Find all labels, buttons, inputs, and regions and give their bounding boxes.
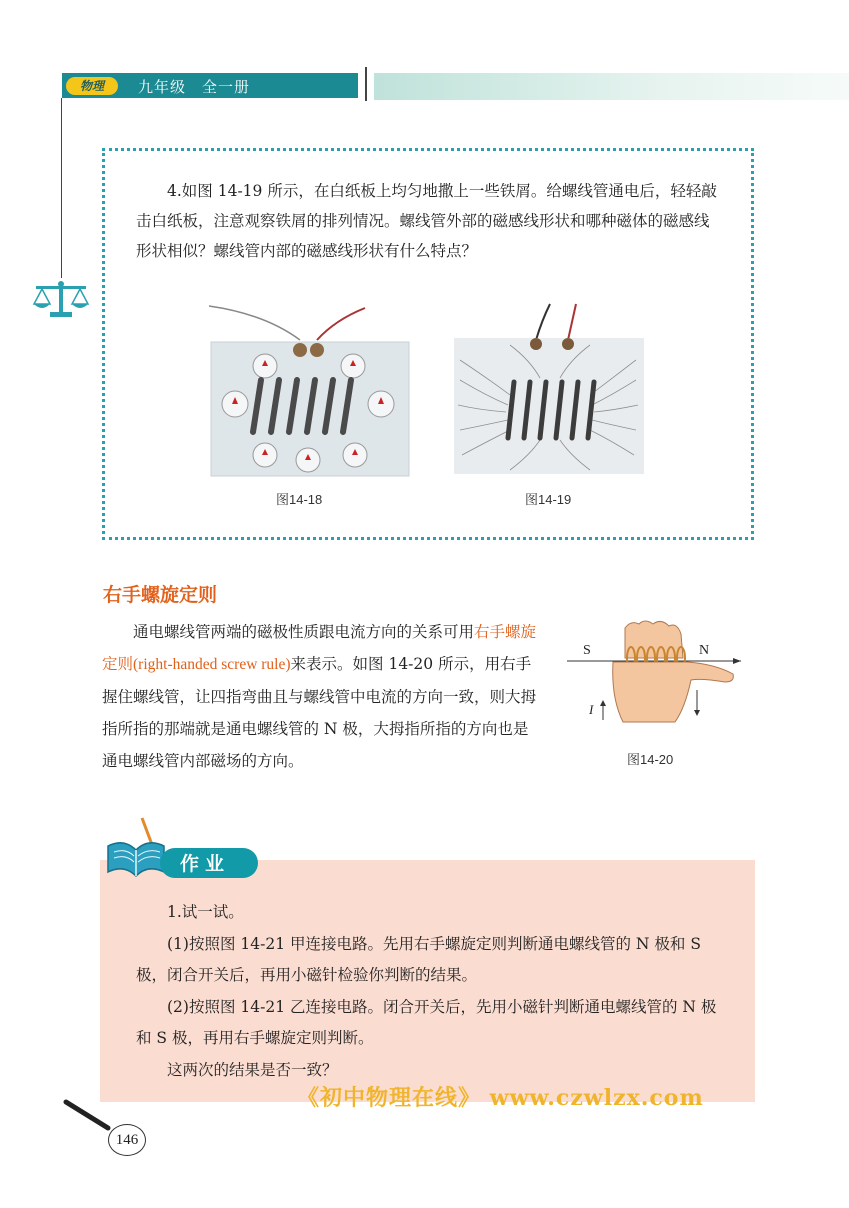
- figure-14-18-caption: 图14-18: [276, 492, 323, 507]
- task4-text: [136, 176, 724, 266]
- figure-14-20-hand: [565, 618, 745, 738]
- homework-question: 这两次的结果是否一致？: [167, 1060, 338, 1079]
- homework-sub2: (2)按照图 14-21 乙连接电路。闭合开关后，先用小磁针判断通电螺线管的 N 极和 S 极，再用右手螺旋定则判断。: [136, 997, 717, 1047]
- book-pen-icon: [102, 816, 168, 878]
- figure-14-19-caption: 图14-19: [525, 492, 572, 507]
- rule-term: 右手螺旋定则: [102, 623, 537, 673]
- figure-14-19-photo: [450, 300, 646, 478]
- subject-badge: 物理: [66, 77, 118, 95]
- homework-text: [136, 897, 726, 1086]
- watermark: 《初中物理在线》 www.czwlzx.com: [297, 1085, 704, 1111]
- label-n: N: [699, 643, 710, 658]
- homework-item1: 1.试一试。: [167, 903, 244, 921]
- rule-term-en: (right-handed screw rule): [133, 656, 291, 673]
- balance-scale-icon: [32, 280, 90, 322]
- figure-14-20-caption: 图14-20: [627, 752, 674, 767]
- header-gradient-band: [374, 73, 849, 100]
- book-title: 九年级 全一册: [138, 78, 251, 96]
- section-paragraph: [102, 616, 542, 777]
- label-i: I: [589, 702, 594, 717]
- figure-14-18-photo: [205, 300, 415, 478]
- label-s: S: [583, 643, 591, 658]
- section-title: 右手螺旋定则: [103, 584, 218, 606]
- page-number: 146: [108, 1124, 146, 1156]
- margin-line: [61, 98, 62, 278]
- header-separator: [365, 67, 367, 101]
- homework-sub1: (1)按照图 14-21 甲连接电路。先用右手螺旋定则判断通电螺线管的 N 极和 S 极，闭合开关后，再用小磁针检验你判断的结果。: [136, 934, 701, 984]
- homework-label: 作业: [180, 853, 231, 875]
- task4-paragraph: 4.如图 14-19 所示，在白纸板上均匀地撒上一些铁屑。给螺线管通电后，轻轻敲击白纸板，注意观察铁屑的排列情况。螺线管外部的磁感线形状和哪种磁体的磁感线形状相似？螺线管内部的磁感线形状有什么特点？: [136, 182, 717, 260]
- para-before: 通电螺线管两端的磁极性质跟电流方向的关系可用: [133, 623, 475, 641]
- para-after: 来表示。如图 14-20 所示，用右手握住螺线管，让四指弯曲且与螺线管中电流的方向一致，则大拇指所指的那端就是通电螺线管的 N 极，大拇指所指的方向也是通电螺线管内部磁场的方向。: [102, 655, 537, 770]
